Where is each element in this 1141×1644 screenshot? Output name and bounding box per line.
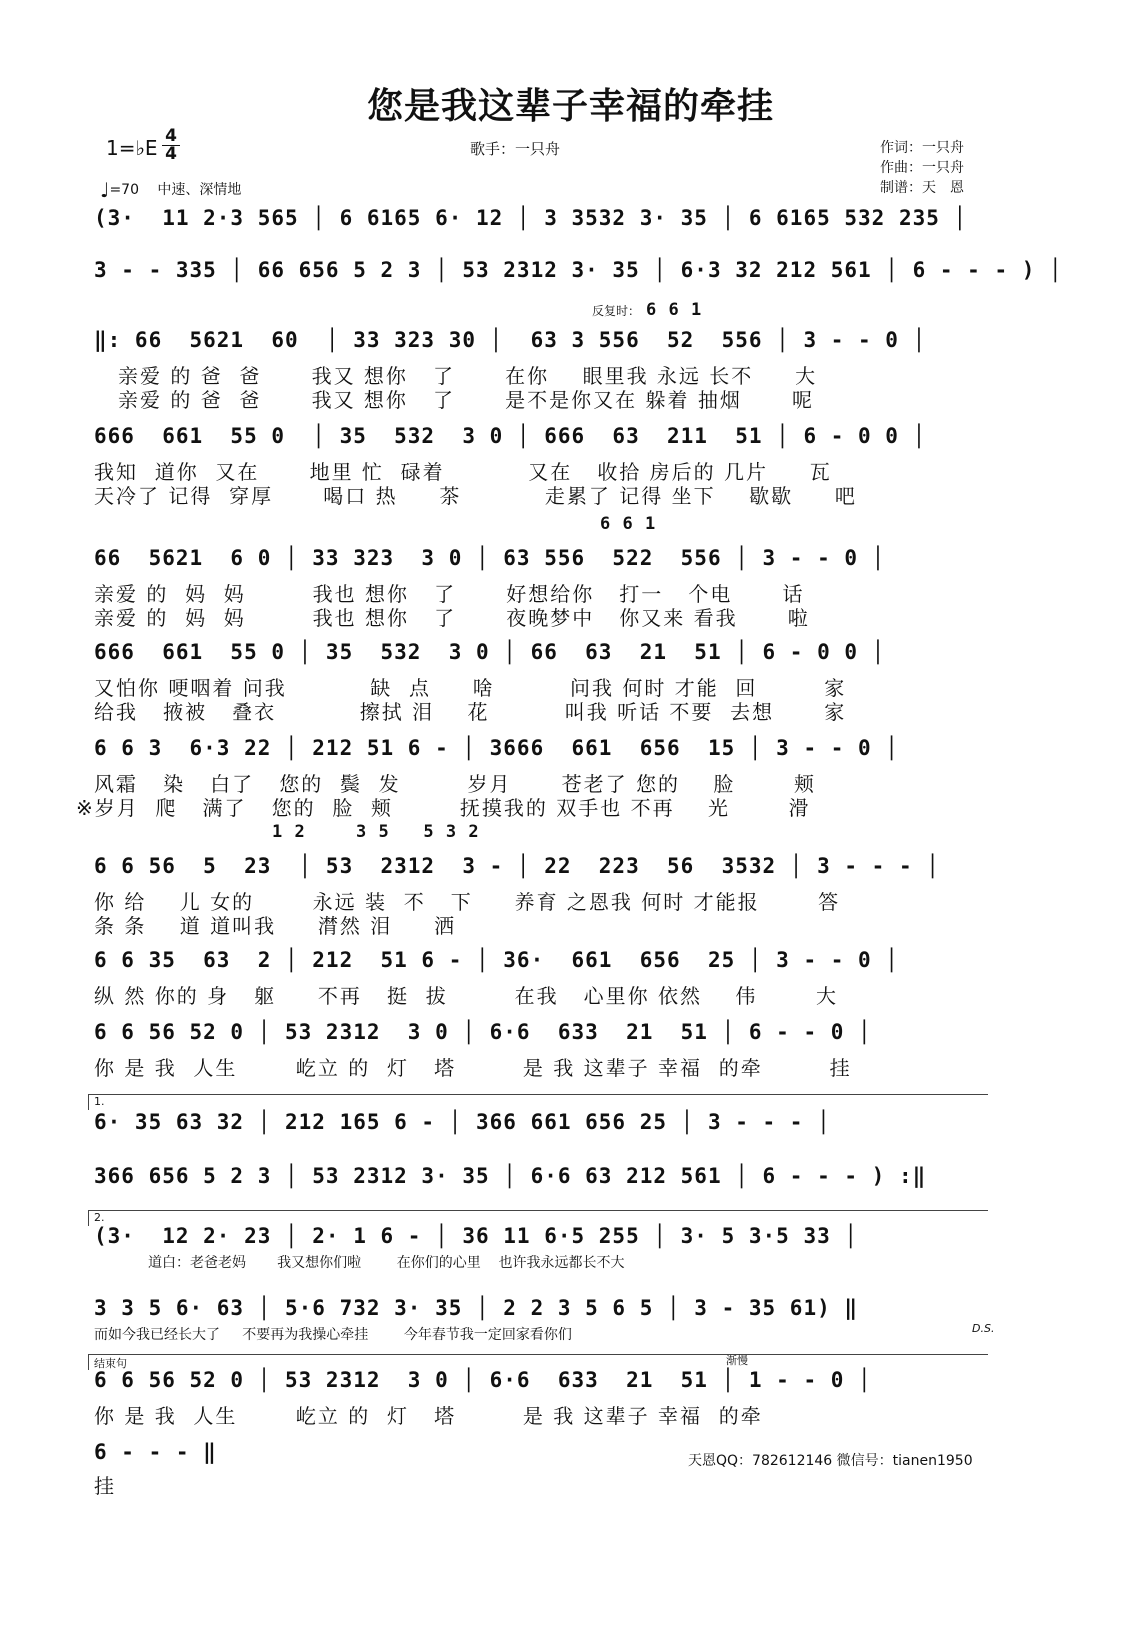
score-row-11: 6· 35 63 32 │ 212 165 6 - │ 366 661 656 25 │ 3 - - - │	[94, 1110, 831, 1134]
score-row-13: (3· 12 2· 23 │ 2· 1 6 - │ 36 11 6·5 255 │ 3· 5 3·5 33 │	[94, 1224, 859, 1248]
lyric-row-8a: 你 给 儿 女的 永远 装 不 下 养育 之恩我 何时 才能报 答	[94, 890, 841, 914]
tempo-marking	[100, 178, 241, 202]
composer-credit: 作曲：一只舟	[880, 160, 964, 176]
score-row-16: 6 - - - ‖	[94, 1440, 217, 1464]
credits-block	[880, 138, 964, 198]
lyric-row-4a: 我知 道你 又在 地里 忙 碌着 又在 收拾 房后的 几片 瓦	[94, 460, 832, 484]
singer-credit: 歌手：一只舟	[470, 140, 561, 158]
lyric-row-8b: 条 条 道 道叫我 潸然 泪 洒	[94, 914, 457, 938]
lyric-row-7b: ※岁月 爬 满了 您的 脸 颊 抚摸我的 双手也 不再 光 滑	[76, 796, 811, 820]
lyric-row-6a: 又怕你 哽咽着 问我 缺 点 啥 问我 何时 才能 回 家	[94, 676, 847, 700]
lyricist-credit: 作词：一只舟	[880, 140, 964, 156]
lyric-row-3b: 亲爱 的 爸 爸 我又 想你 了 是不是你又在 躲着 抽烟 呢	[118, 388, 815, 412]
coda-line	[88, 1354, 988, 1355]
score-row-2: 3 - - 335 │ 66 656 5 2 3 │ 53 2312 3· 35 │ 6·3 32 212 561 │ 6 - - - ) │	[94, 258, 1063, 282]
score-row-12: 366 656 5 2 3 │ 53 2312 3· 35 │ 6·6 63 212 561 │ 6 - - - ) :‖	[94, 1164, 927, 1188]
score-row-10: 6 6 56 52 0 │ 53 2312 3 0 │ 6·6 633 21 51 │ 6 - - 0 │	[94, 1020, 872, 1044]
lyric-row-5a: 亲爱 的 妈 妈 我也 想你 了 好想给你 打一 个电 话	[94, 582, 805, 606]
score-row-7: 6 6 3 6·3 22 │ 212 51 6 - │ 3666 661 656 15 │ 3 - - 0 │	[94, 736, 899, 760]
coda-hook	[88, 1354, 89, 1370]
score-row-15: 6 6 56 52 0 │ 53 2312 3 0 │ 6·6 633 21 51 │ 1 - - 0 │	[94, 1368, 872, 1392]
volta-1-label: 1.	[94, 1095, 105, 1108]
lyric-row-16a: 挂	[94, 1474, 116, 1498]
volta-1-line	[88, 1094, 988, 1095]
volta-2-line	[88, 1210, 988, 1211]
lyric-row-15a: 你 是 我 人生 屹立 的 灯 塔 是 我 这辈子 幸福 的牵	[94, 1404, 763, 1428]
lyric-row-9a: 纵 然 你的 身 躯 不再 挺 拔 在我 心里你 依然 伟 大	[94, 984, 838, 1008]
time-signature-bottom: 4	[162, 145, 180, 163]
quarter-note-icon: ♩	[100, 178, 110, 202]
score-row-9: 6 6 35 63 2 │ 212 51 6 - │ 36· 661 656 25 │ 3 - - 0 │	[94, 948, 899, 972]
score-row-6: 666 661 55 0 │ 35 532 3 0 │ 66 63 21 51 │ 6 - 0 0 │	[94, 640, 886, 664]
repeat-note-label: 反复时：	[592, 304, 641, 318]
score-row-5: 66 5621 6 0 │ 33 323 3 0 │ 63 556 522 556 │ 3 - - 0 │	[94, 546, 886, 570]
lyric-row-6b: 给我 掖被 叠衣 擦拭 泪 花 叫我 听话 不要 去想 家	[94, 700, 847, 724]
score-row-14: 3 3 5 6· 63 │ 5·6 732 3· 35 │ 2 2 3 5 6 5 │ 3 - 35 61) ‖	[94, 1296, 859, 1320]
volta-2-hook	[88, 1210, 89, 1226]
repeat-alt-notes-2: 6 6 1	[600, 514, 657, 534]
alt-notes-3: 1 2	[272, 822, 306, 842]
lyric-row-7a: 风霜 染 白了 您的 鬓 发 岁月 苍老了 您的 脸 颊	[94, 772, 816, 796]
time-signature	[162, 128, 180, 163]
score-row-1: (3· 11 2·3 565 │ 6 6165 6· 12 │ 3 3532 3· 35 │ 6 6165 532 235 │	[94, 206, 968, 230]
alt-notes-4: 3 5 5 3 2	[356, 822, 480, 842]
score-row-3: ‖: 66 5621 60 │ 33 323 30 │ 63 3 556 52 556 │ 3 - - 0 │	[94, 328, 927, 352]
coda-label: 结束句	[94, 1357, 127, 1370]
contact-footer: 天恩QQ：782612146 微信号：tianen1950	[688, 1453, 973, 1469]
score-row-8: 6 6 56 5 23 │ 53 2312 3 - │ 22 223 56 3532 │ 3 - - - │	[94, 854, 940, 878]
dal-segno-mark: D.S.	[972, 1322, 995, 1335]
ritardando-label: 渐慢	[726, 1354, 748, 1367]
spoken-line-1: 道白：老爸老妈 我又想你们啦 在你们的心里 也许我永远都长不大	[148, 1255, 625, 1271]
arranger-credit: 制谱：天 恩	[880, 180, 964, 196]
lyric-row-10a: 你 是 我 人生 屹立 的 灯 塔 是 我 这辈子 幸福 的牵 挂	[94, 1056, 852, 1080]
time-signature-top: 4	[165, 126, 177, 146]
volta-2-label: 2.	[94, 1211, 105, 1224]
volta-1-hook	[88, 1094, 89, 1110]
song-title: 您是我这辈子幸福的牵挂	[366, 86, 774, 127]
tempo-text: =70 中速、深情地	[109, 182, 242, 198]
score-row-4: 666 661 55 0 │ 35 532 3 0 │ 666 63 211 51 │ 6 - 0 0 │	[94, 424, 927, 448]
spoken-line-2: 而如今我已经长大了 不要再为我操心牵挂 今年春节我一定回家看你们	[94, 1327, 572, 1343]
lyric-row-4b: 天冷了 记得 穿厚 喝口 热 茶 走累了 记得 坐下 歇歇 吧	[94, 484, 857, 508]
lyric-row-5b: 亲爱 的 妈 妈 我也 想你 了 夜晚梦中 你又来 看我 啦	[94, 606, 810, 630]
lyric-row-3a: 亲爱 的 爸 爸 我又 想你 了 在你 眼里我 永远 长不 大	[118, 364, 818, 388]
repeat-alt-notes-1: 6 6 1	[646, 300, 703, 320]
key-signature: 1=♭E	[106, 136, 158, 160]
